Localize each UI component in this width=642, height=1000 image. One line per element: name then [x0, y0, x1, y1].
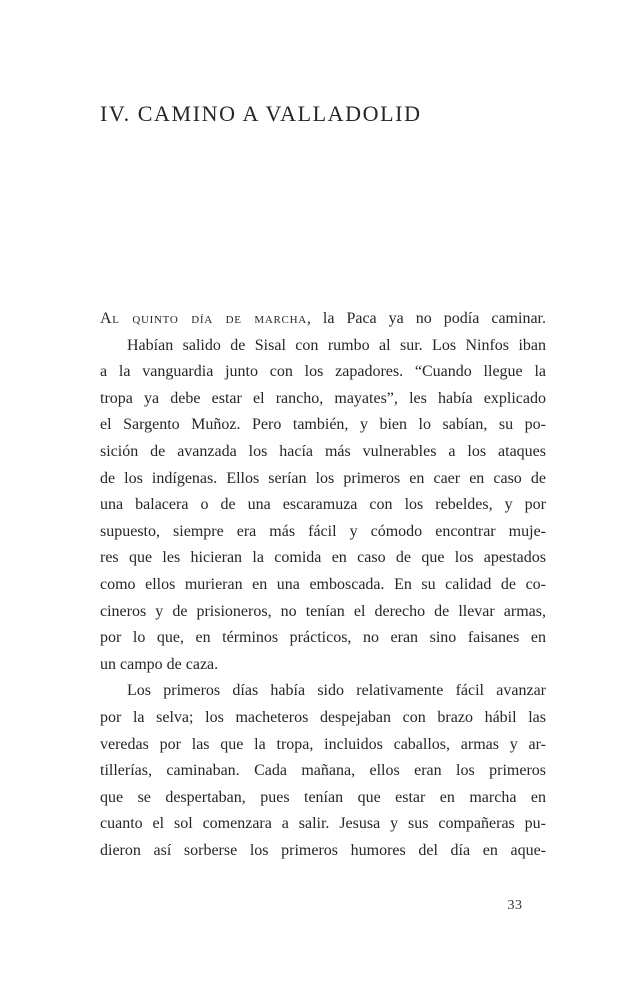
text-line: Al quinto día de marcha, la Paca ya no podía caminar. — [100, 310, 546, 327]
text-line: veredas por las que la tropa, incluidos caballos, armas y ar- — [100, 735, 546, 753]
page-number: 33 — [507, 898, 523, 913]
text-line: dieron así sorberse los primeros humores del día en aque- — [100, 841, 546, 859]
text-line: cineros y de prisioneros, no tenían el derecho de llevar armas, — [100, 602, 546, 620]
text-line: el Sargento Muñoz. Pero también, y bien lo sabían, su po- — [100, 416, 546, 434]
text-line: como ellos murieran en una emboscada. En su calidad de co- — [100, 575, 546, 593]
text-line: una balacera o de una escaramuza con los rebeldes, y por — [100, 496, 546, 514]
text-line: res que les hicieran la comida en caso de que los apestados — [100, 549, 546, 567]
text-line: por lo que, en términos prácticos, no eran sino faisanes en — [100, 629, 546, 647]
text-line: sición de avanzada los hacía más vulnerables a los ataques — [100, 442, 546, 460]
text-line: por la selva; los macheteros despejaban con brazo hábil las — [100, 708, 546, 726]
text-block — [100, 306, 546, 864]
text-line: tillerías, caminaban. Cada mañana, ellos eran los primeros — [100, 762, 546, 780]
text-line: Los primeros días había sido relativamente fácil avanzar — [127, 682, 546, 700]
text-line: Habían salido de Sisal con rumbo al sur. Los Ninfos iban — [127, 336, 546, 354]
text-line: un campo de caza. — [100, 655, 219, 673]
text-line: tropa ya debe estar el rancho, mayates”, les había explicado — [100, 389, 546, 407]
smallcaps-lead: Al quinto día de marcha — [100, 310, 307, 327]
text-line: supuesto, siempre era más fácil y cómodo encontrar muje- — [100, 522, 546, 540]
text-line: que se despertaban, pues tenían que estar en marcha en — [100, 788, 546, 806]
text-line: de los indígenas. Ellos serían los primeros en caer en caso de — [100, 469, 546, 487]
chapter-title: IV. CAMINO A VALLADOLID — [100, 101, 422, 126]
text-line: cuanto el sol comenzara a salir. Jesusa y sus compañeras pu- — [100, 815, 546, 833]
text-line: a la vanguardia junto con los zapadores. “Cuando llegue la — [100, 363, 546, 381]
